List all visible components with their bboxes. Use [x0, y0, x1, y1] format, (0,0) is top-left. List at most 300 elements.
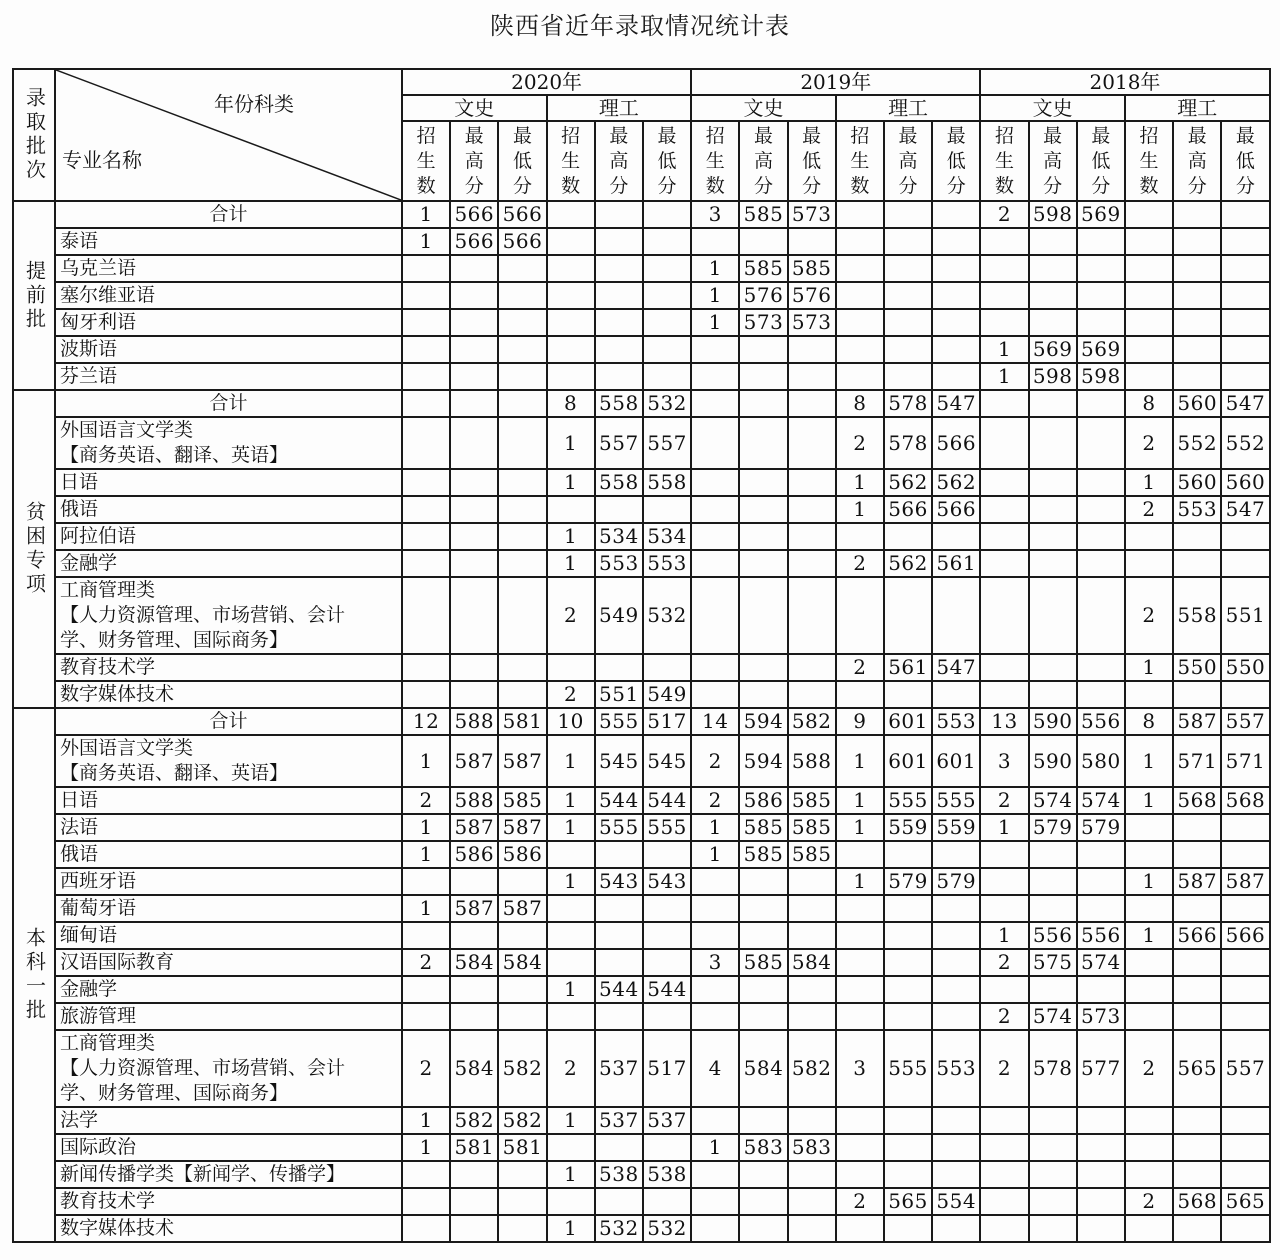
- table-row: [13, 922, 1270, 949]
- value-cell: [739, 654, 787, 681]
- value-cell: [739, 976, 787, 1003]
- value-cell: [595, 309, 643, 336]
- value-cell: [980, 282, 1028, 309]
- value-cell: 537: [643, 1107, 691, 1134]
- value-cell: [498, 976, 546, 1003]
- value-cell: 558: [595, 390, 643, 417]
- value-cell: [932, 228, 980, 255]
- metric-header: [788, 121, 836, 201]
- value-cell: [739, 523, 787, 550]
- value-cell: [739, 922, 787, 949]
- metric-char: 生: [416, 149, 436, 172]
- metric-char: 低: [1235, 149, 1255, 172]
- metric-char: 最: [1091, 124, 1111, 147]
- value-cell: [1125, 1134, 1173, 1161]
- metric-char: 低: [1091, 149, 1111, 172]
- value-cell: [691, 523, 739, 550]
- value-cell: 1: [836, 496, 884, 523]
- value-cell: [1077, 1134, 1125, 1161]
- value-cell: 560: [1221, 469, 1269, 496]
- value-cell: 553: [932, 708, 980, 735]
- major-line: 西班牙语: [60, 870, 137, 892]
- value-cell: [739, 681, 787, 708]
- value-cell: [547, 309, 595, 336]
- value-cell: 2: [402, 949, 450, 976]
- value-cell: [884, 201, 932, 228]
- value-cell: 573: [739, 309, 787, 336]
- value-cell: [788, 577, 836, 654]
- value-cell: [884, 228, 932, 255]
- value-cell: [595, 282, 643, 309]
- table-row: [13, 949, 1270, 976]
- value-cell: [402, 976, 450, 1003]
- value-cell: [643, 255, 691, 282]
- metric-char: 高: [1187, 149, 1207, 172]
- major-name: [55, 309, 402, 336]
- value-cell: [884, 363, 932, 390]
- value-cell: [788, 922, 836, 949]
- value-cell: [1173, 550, 1221, 577]
- value-cell: [788, 523, 836, 550]
- major-line: 旅游管理: [60, 1005, 137, 1027]
- value-cell: [595, 949, 643, 976]
- value-cell: [1029, 895, 1077, 922]
- value-cell: [450, 1215, 498, 1242]
- value-cell: 578: [884, 417, 932, 469]
- value-cell: 566: [498, 201, 546, 228]
- value-cell: [643, 363, 691, 390]
- year-category-label: 年份科类: [214, 92, 294, 116]
- total-row: [13, 390, 1270, 417]
- total-row: [13, 708, 1270, 735]
- major-line: 俄语: [60, 843, 99, 865]
- value-cell: [595, 363, 643, 390]
- major-line: 匈牙利语: [60, 311, 137, 333]
- value-cell: 571: [1221, 735, 1269, 787]
- value-cell: [498, 390, 546, 417]
- value-cell: 574: [1029, 1003, 1077, 1030]
- value-cell: [1173, 523, 1221, 550]
- value-cell: [1173, 309, 1221, 336]
- metric-char: 高: [1043, 149, 1063, 172]
- metric-char: 分: [464, 174, 484, 197]
- value-cell: [739, 895, 787, 922]
- value-cell: [1221, 336, 1269, 363]
- value-cell: 1: [836, 469, 884, 496]
- metric-char: 数: [994, 174, 1014, 197]
- value-cell: [498, 309, 546, 336]
- major-line: 合计: [209, 392, 248, 414]
- value-cell: [1173, 1215, 1221, 1242]
- value-cell: [884, 309, 932, 336]
- major-name: [55, 735, 402, 787]
- value-cell: 2: [1125, 496, 1173, 523]
- value-cell: [884, 255, 932, 282]
- value-cell: [980, 1161, 1028, 1188]
- value-cell: [402, 496, 450, 523]
- value-cell: [643, 922, 691, 949]
- value-cell: 3: [980, 735, 1028, 787]
- value-cell: 584: [450, 1030, 498, 1107]
- value-cell: [836, 228, 884, 255]
- total-label: [55, 708, 402, 735]
- metric-char: 数: [561, 174, 581, 197]
- value-cell: [1173, 949, 1221, 976]
- metric-char: 分: [753, 174, 773, 197]
- major-line: 合计: [209, 710, 248, 732]
- batch-cell: [13, 201, 55, 390]
- value-cell: [980, 417, 1028, 469]
- value-cell: 543: [595, 868, 643, 895]
- value-cell: 2: [691, 787, 739, 814]
- value-cell: [1221, 523, 1269, 550]
- value-cell: [1029, 469, 1077, 496]
- value-cell: [836, 577, 884, 654]
- table-row: [13, 895, 1270, 922]
- value-cell: [643, 1188, 691, 1215]
- major-name: [55, 814, 402, 841]
- value-cell: [980, 868, 1028, 895]
- major-name: [55, 1030, 402, 1107]
- metric-char: 招: [561, 124, 581, 147]
- value-cell: [932, 1003, 980, 1030]
- value-cell: [402, 469, 450, 496]
- value-cell: [498, 1161, 546, 1188]
- metric-char: 低: [946, 149, 966, 172]
- batch-column-label: 录取批次: [22, 87, 47, 183]
- value-cell: 573: [788, 201, 836, 228]
- table-row: [13, 654, 1270, 681]
- major-name: [55, 681, 402, 708]
- value-cell: [450, 1161, 498, 1188]
- major-line: 日语: [60, 789, 99, 811]
- value-cell: [402, 550, 450, 577]
- value-cell: [1125, 841, 1173, 868]
- value-cell: [498, 550, 546, 577]
- value-cell: [1173, 814, 1221, 841]
- value-cell: [788, 469, 836, 496]
- value-cell: [1029, 1107, 1077, 1134]
- major-line: 数字媒体技术: [60, 683, 175, 705]
- metric-char: 生: [994, 149, 1014, 172]
- value-cell: 555: [884, 1030, 932, 1107]
- value-cell: [1221, 201, 1269, 228]
- diagonal-header-cell: [55, 69, 402, 201]
- value-cell: 560: [1173, 469, 1221, 496]
- value-cell: 577: [1077, 1030, 1125, 1107]
- value-cell: 532: [643, 390, 691, 417]
- value-cell: [932, 949, 980, 976]
- value-cell: [450, 255, 498, 282]
- value-cell: 1: [836, 868, 884, 895]
- value-cell: 557: [643, 417, 691, 469]
- value-cell: [1125, 1003, 1173, 1030]
- value-cell: 566: [1173, 922, 1221, 949]
- value-cell: 2: [547, 577, 595, 654]
- value-cell: [739, 1215, 787, 1242]
- value-cell: [1077, 868, 1125, 895]
- value-cell: [1221, 1134, 1269, 1161]
- major-name: [55, 282, 402, 309]
- value-cell: [1221, 1107, 1269, 1134]
- value-cell: 1: [547, 868, 595, 895]
- value-cell: [836, 841, 884, 868]
- value-cell: [739, 390, 787, 417]
- value-cell: 585: [788, 841, 836, 868]
- value-cell: [739, 1161, 787, 1188]
- value-cell: [450, 1003, 498, 1030]
- value-cell: [1173, 363, 1221, 390]
- metric-char: 最: [657, 124, 677, 147]
- value-cell: 1: [547, 469, 595, 496]
- major-line: 国际政治: [60, 1136, 137, 1158]
- value-cell: [1077, 895, 1125, 922]
- batch-column-header: [13, 69, 55, 201]
- value-cell: 582: [450, 1107, 498, 1134]
- metric-char: 生: [561, 149, 581, 172]
- value-cell: 587: [1173, 868, 1221, 895]
- value-cell: [450, 469, 498, 496]
- value-cell: [1029, 282, 1077, 309]
- value-cell: [1173, 1003, 1221, 1030]
- major-line: 外国语言文学类: [60, 737, 194, 759]
- value-cell: 594: [739, 708, 787, 735]
- value-cell: 532: [595, 1215, 643, 1242]
- value-cell: 553: [643, 550, 691, 577]
- value-cell: [932, 841, 980, 868]
- value-cell: 3: [691, 201, 739, 228]
- value-cell: 581: [498, 1134, 546, 1161]
- value-cell: [1077, 1161, 1125, 1188]
- value-cell: 598: [1029, 201, 1077, 228]
- table-row: [13, 309, 1270, 336]
- value-cell: [402, 681, 450, 708]
- value-cell: 566: [932, 496, 980, 523]
- value-cell: [739, 868, 787, 895]
- value-cell: 578: [884, 390, 932, 417]
- value-cell: [498, 1003, 546, 1030]
- value-cell: [1029, 496, 1077, 523]
- value-cell: [739, 336, 787, 363]
- value-cell: 534: [643, 523, 691, 550]
- category-header: 理工: [547, 95, 692, 121]
- value-cell: [547, 228, 595, 255]
- value-cell: [402, 654, 450, 681]
- value-cell: [691, 417, 739, 469]
- value-cell: [932, 895, 980, 922]
- major-name: [55, 922, 402, 949]
- batch-name: 贫困专项: [22, 501, 47, 597]
- value-cell: [980, 469, 1028, 496]
- value-cell: 1: [980, 336, 1028, 363]
- major-line: 法学: [60, 1109, 99, 1131]
- value-cell: [547, 496, 595, 523]
- metric-char: 分: [802, 174, 822, 197]
- value-cell: [884, 681, 932, 708]
- metric-char: 招: [705, 124, 725, 147]
- value-cell: [932, 282, 980, 309]
- value-cell: 601: [884, 735, 932, 787]
- year-header-0: 2020年: [402, 69, 691, 95]
- metric-char: 高: [609, 149, 629, 172]
- value-cell: [932, 1134, 980, 1161]
- major-name: [55, 1215, 402, 1242]
- value-cell: 8: [547, 390, 595, 417]
- value-cell: [1125, 949, 1173, 976]
- value-cell: [643, 336, 691, 363]
- value-cell: [595, 1003, 643, 1030]
- value-cell: [836, 336, 884, 363]
- value-cell: [739, 496, 787, 523]
- value-cell: [450, 336, 498, 363]
- value-cell: 1: [691, 841, 739, 868]
- value-cell: [1077, 654, 1125, 681]
- value-cell: 1: [402, 228, 450, 255]
- major-name: [55, 550, 402, 577]
- value-cell: [402, 922, 450, 949]
- value-cell: [1029, 868, 1077, 895]
- value-cell: 532: [643, 577, 691, 654]
- value-cell: 586: [450, 841, 498, 868]
- value-cell: [1077, 1107, 1125, 1134]
- table-row: [13, 255, 1270, 282]
- major-line: 波斯语: [60, 338, 118, 360]
- value-cell: [1029, 390, 1077, 417]
- value-cell: 573: [788, 309, 836, 336]
- value-cell: [643, 949, 691, 976]
- value-cell: [836, 681, 884, 708]
- value-cell: [932, 976, 980, 1003]
- admission-stats-table: [12, 68, 1271, 1243]
- value-cell: [691, 1003, 739, 1030]
- metric-header: [739, 121, 787, 201]
- value-cell: 601: [932, 735, 980, 787]
- value-cell: 560: [1173, 390, 1221, 417]
- value-cell: 557: [1221, 1030, 1269, 1107]
- value-cell: [1029, 577, 1077, 654]
- major-name: [55, 417, 402, 469]
- value-cell: [402, 577, 450, 654]
- value-cell: 579: [1029, 814, 1077, 841]
- value-cell: 574: [1077, 787, 1125, 814]
- value-cell: [884, 336, 932, 363]
- value-cell: 581: [450, 1134, 498, 1161]
- metric-char: 数: [416, 174, 436, 197]
- value-cell: [643, 1003, 691, 1030]
- metric-char: 分: [1091, 174, 1111, 197]
- metric-header: [691, 121, 739, 201]
- metric-header: [1173, 121, 1221, 201]
- value-cell: [980, 841, 1028, 868]
- value-cell: 8: [1125, 708, 1173, 735]
- value-cell: [980, 550, 1028, 577]
- value-cell: [739, 469, 787, 496]
- metric-char: 高: [464, 149, 484, 172]
- value-cell: 562: [884, 469, 932, 496]
- value-cell: [739, 577, 787, 654]
- value-cell: [547, 363, 595, 390]
- value-cell: [547, 1003, 595, 1030]
- major-line: 芬兰语: [60, 365, 118, 387]
- value-cell: 555: [643, 814, 691, 841]
- value-cell: [1125, 1215, 1173, 1242]
- value-cell: [1029, 654, 1077, 681]
- value-cell: [450, 390, 498, 417]
- value-cell: 1: [402, 201, 450, 228]
- total-row: [13, 201, 1270, 228]
- table-row: [13, 1003, 1270, 1030]
- value-cell: [1173, 976, 1221, 1003]
- value-cell: [980, 1134, 1028, 1161]
- value-cell: [450, 922, 498, 949]
- value-cell: [932, 1107, 980, 1134]
- value-cell: [1221, 282, 1269, 309]
- value-cell: [836, 1161, 884, 1188]
- value-cell: 1: [691, 255, 739, 282]
- value-cell: [739, 228, 787, 255]
- value-cell: [1221, 255, 1269, 282]
- value-cell: [547, 1134, 595, 1161]
- value-cell: 2: [691, 735, 739, 787]
- value-cell: [739, 1003, 787, 1030]
- major-name: [55, 336, 402, 363]
- value-cell: [1221, 1215, 1269, 1242]
- value-cell: 12: [402, 708, 450, 735]
- value-cell: [836, 1215, 884, 1242]
- value-cell: [691, 228, 739, 255]
- value-cell: [547, 841, 595, 868]
- value-cell: [691, 1188, 739, 1215]
- major-line: 数字媒体技术: [60, 1217, 175, 1239]
- value-cell: [836, 523, 884, 550]
- major-line: 学、财务管理、国际商务】: [60, 1082, 289, 1104]
- value-cell: [932, 336, 980, 363]
- value-cell: [691, 1161, 739, 1188]
- value-cell: 2: [1125, 1188, 1173, 1215]
- value-cell: [836, 949, 884, 976]
- major-line: 塞尔维亚语: [60, 284, 156, 306]
- table-row: [13, 577, 1270, 654]
- value-cell: 545: [595, 735, 643, 787]
- year-header-2: 2018年: [980, 69, 1269, 95]
- table-row: [13, 469, 1270, 496]
- value-cell: 562: [932, 469, 980, 496]
- value-cell: 2: [402, 787, 450, 814]
- value-cell: 1: [547, 735, 595, 787]
- metric-char: 分: [1043, 174, 1063, 197]
- value-cell: 588: [450, 708, 498, 735]
- value-cell: 583: [739, 1134, 787, 1161]
- value-cell: [788, 1107, 836, 1134]
- metric-char: 招: [994, 124, 1014, 147]
- value-cell: 578: [1029, 1030, 1077, 1107]
- table-row: [13, 1134, 1270, 1161]
- value-cell: 1: [1125, 469, 1173, 496]
- value-cell: 1: [691, 282, 739, 309]
- value-cell: [450, 363, 498, 390]
- value-cell: 545: [643, 735, 691, 787]
- metric-char: 最: [464, 124, 484, 147]
- major-line: 【人力资源管理、市场营销、会计: [60, 604, 346, 626]
- metric-char: 最: [802, 124, 822, 147]
- value-cell: [1173, 1134, 1221, 1161]
- value-cell: 557: [1221, 708, 1269, 735]
- major-line: 乌克兰语: [60, 257, 137, 279]
- value-cell: [402, 363, 450, 390]
- value-cell: [547, 922, 595, 949]
- value-cell: [1221, 363, 1269, 390]
- category-header: 文史: [691, 95, 836, 121]
